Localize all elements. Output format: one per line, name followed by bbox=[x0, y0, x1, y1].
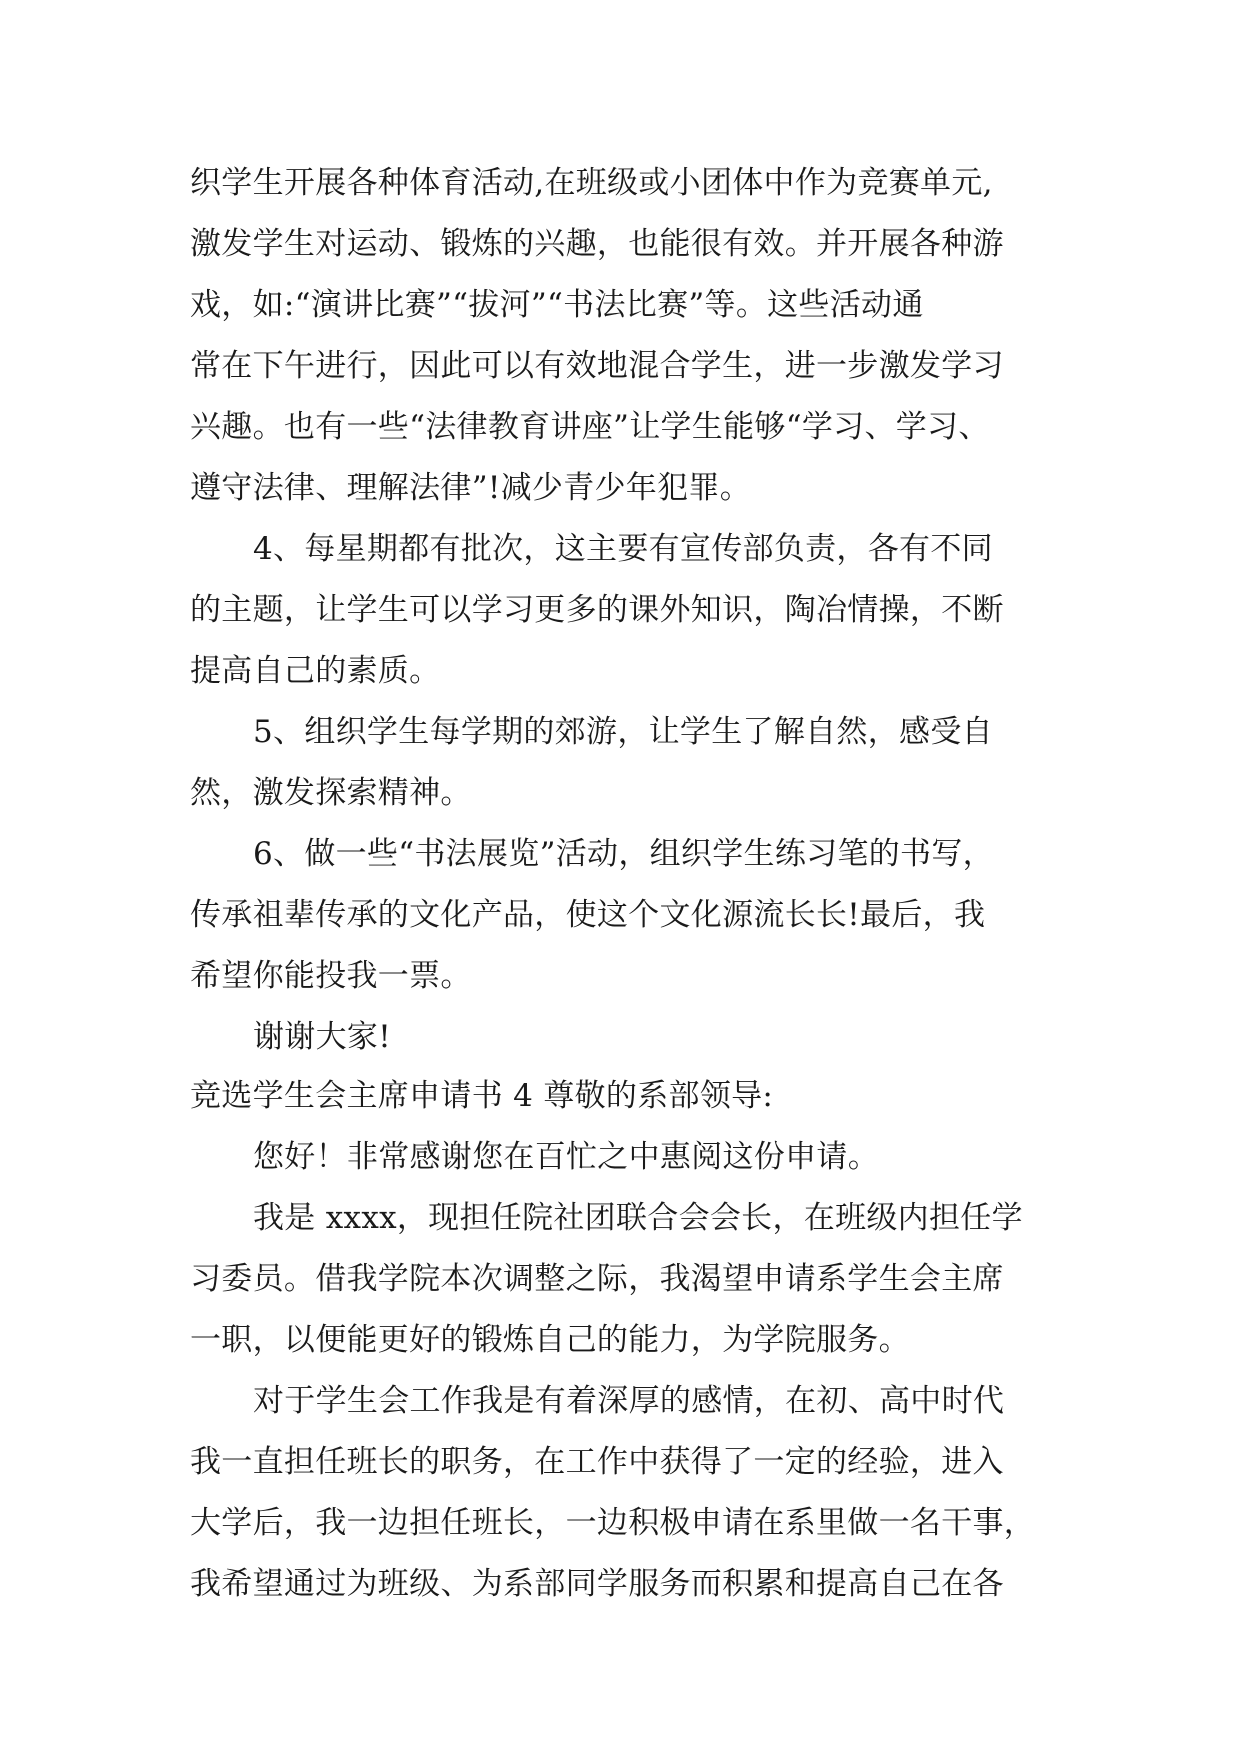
text-line: 织学生开展各种体育活动,在班级或小团体中作为竞赛单元, bbox=[190, 165, 993, 201]
text-line: 习委员。借我学院本次调整之际，我渴望申请系学生会主席 bbox=[190, 1261, 1004, 1297]
greeting-line: 您好！非常感谢您在百忙之中惠阅这份申请。 bbox=[253, 1139, 879, 1175]
paragraph-start-line: 4、每星期都有批次，这主要有宣传部负责，各有不同 bbox=[253, 531, 993, 567]
text-line: 激发学生对运动、锻炼的兴趣，也能很有效。并开展各种游 bbox=[190, 226, 1004, 262]
text-line: 我希望通过为班级、为系部同学服务而积累和提高自己在各 bbox=[190, 1566, 1004, 1602]
text-line: 大学后，我一边担任班长，一边积极申请在系里做一名干事， bbox=[190, 1505, 1036, 1541]
text-line: 希望你能投我一票。 bbox=[190, 958, 472, 994]
text-line: 然，激发探索精神。 bbox=[190, 775, 472, 811]
text-line: 常在下午进行，因此可以有效地混合学生，进一步激发学习 bbox=[190, 348, 1004, 384]
text-line: 提高自己的素质。 bbox=[190, 653, 441, 689]
text-line: 传承祖辈传承的文化产品，使这个文化源流长长!最后，我 bbox=[190, 897, 986, 933]
paragraph-start-line: 对于学生会工作我是有着深厚的感情，在初、高中时代 bbox=[253, 1383, 1005, 1419]
section-heading-line: 竞选学生会主席申请书 4 尊敬的系部领导: bbox=[190, 1078, 774, 1114]
paragraph-start-line: 我是 xxxx，现担任院社团联合会会长，在班级内担任学 bbox=[253, 1200, 1023, 1236]
text-line: 戏，如:“演讲比赛”“拔河”“书法比赛”等。这些活动通 bbox=[190, 287, 924, 323]
paragraph-start-line: 6、做一些“书法展览”活动，组织学生练习笔的书写， bbox=[253, 836, 994, 872]
text-line: 遵守法律、理解法律”!减少青少年犯罪。 bbox=[190, 470, 752, 506]
text-line: 的主题，让学生可以学习更多的课外知识，陶冶情操，不断 bbox=[190, 592, 1004, 628]
closing-line: 谢谢大家! bbox=[253, 1019, 391, 1055]
text-line: 兴趣。也有一些“法律教育讲座”让学生能够“学习、学习、 bbox=[190, 409, 990, 445]
text-line: 一职，以便能更好的锻炼自己的能力，为学院服务。 bbox=[190, 1322, 910, 1358]
paragraph-start-line: 5、组织学生每学期的郊游，让学生了解自然，感受自 bbox=[253, 714, 993, 750]
text-line: 我一直担任班长的职务，在工作中获得了一定的经验，进入 bbox=[190, 1444, 1004, 1480]
